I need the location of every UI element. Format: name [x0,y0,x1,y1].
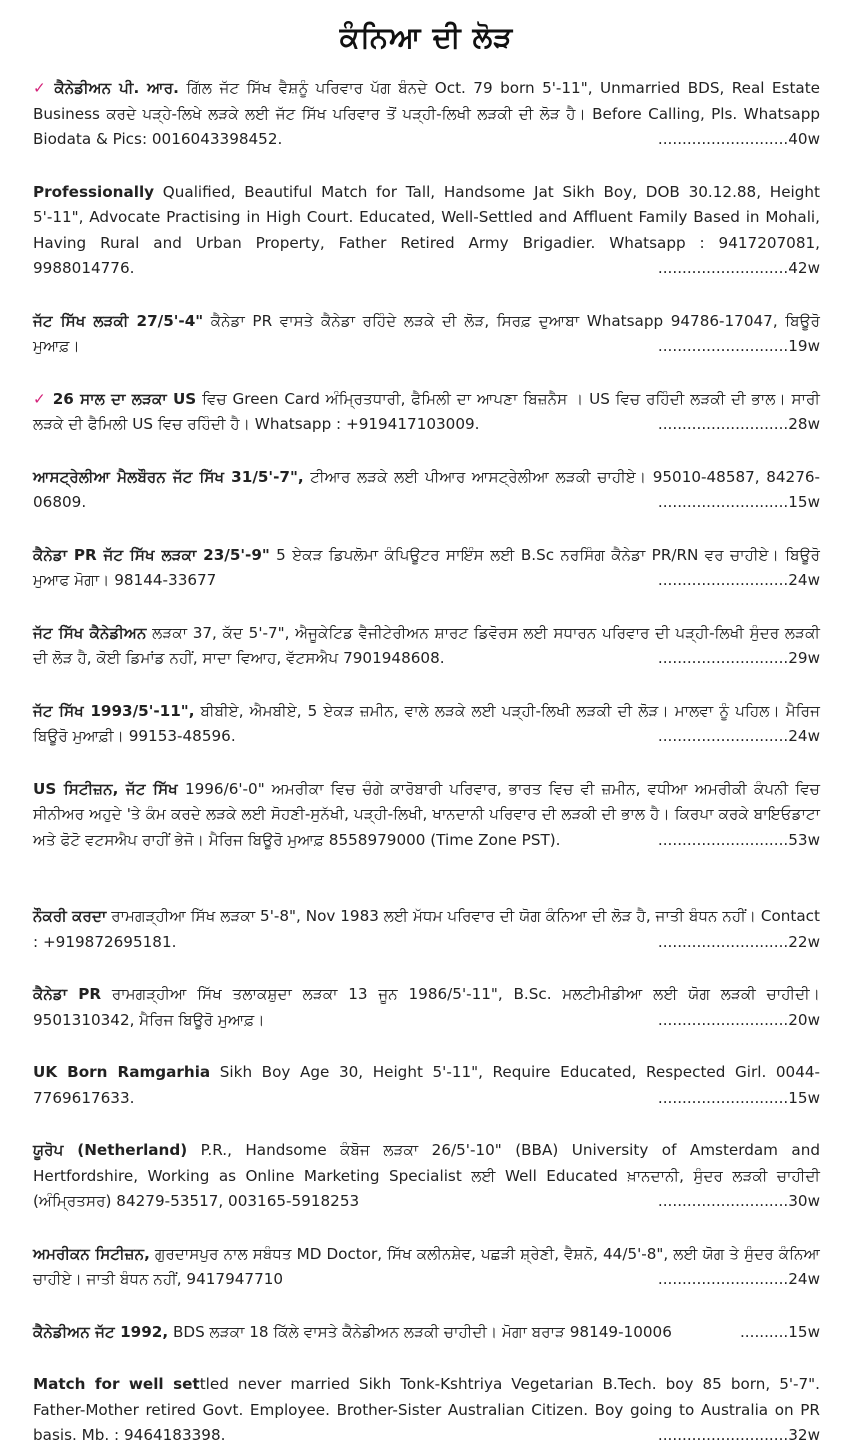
ad-entry [33,1320,820,1346]
ad-lead: 26 ਸਾਲ ਦਾ ਲੜਕਾ US [52,389,197,408]
ad-text: Qualified, Beautiful Match for Tall, Handsome Jat Sikh Boy, DOB 30.12.88, Height 5'-11", Advocate Practising in High Court. Educated, Well-Settled and Affluent Family Based in Mohali, Having Rural and Urban Property, Father Retired Army Brigadier. Whatsapp : 9417207081, 9988014776. [33,182,820,277]
checkmark-icon: ✓ [33,389,47,408]
ad-entry [33,180,820,282]
ad-entry [33,904,820,955]
ad-text: ਗੁਰਦਾਸਪੁਰ ਨਾਲ ਸਬੰਧਤ MD Doctor, ਸਿੱਖ ਕਲੀਨਸ਼ੇਵ, ਪਛੜੀ ਸ਼੍ਰੇਣੀ, ਵੈਸ਼ਨੋ, 44/5'-8", ਲਈ ਯੋਗ ਤੇ ਸੁੰਦਰ ਕੰਨਿਆ ਚਾਹੀਏ। ਜਾਤੀ ਬੰਧਨ ਨਹੀਂ, 9417947710 [33,1244,821,1288]
ad-word-count: ...........................19w [657,337,820,355]
ad-word-count: ...........................53w [657,830,820,849]
ad-separator [33,853,820,904]
ad-entry [33,777,820,854]
ad-word-count: ...........................42w [657,259,820,277]
ad-text: ਬੀਬੀਏ, ਐਮਬੀਏ, 5 ਏਕੜ ਜ਼ਮੀਨ, ਵਾਲੇ ਲੜਕੇ ਲਈ ਪੜ੍ਹੀ-ਲਿਖੀ ਲੜਕੀ ਦੀ ਲੋੜ। ਮਾਲਵਾ ਨੂੰ ਪਹਿਲ। ਮੈਰਿਜ ਬਿਊਰੋ ਮੁਆਫ਼ੀ। 99153-48596. [33,701,820,745]
ad-word-count: ...........................29w [657,649,820,667]
ad-separator [33,1293,820,1320]
ad-entry [33,543,820,594]
ad-entry [33,621,820,672]
ad-separator [33,1111,820,1138]
ad-entry [33,1372,820,1449]
ad-word-count: ...........................40w [657,130,820,148]
ad-word-count: ...........................30w [657,1192,820,1210]
ad-text: ਗਿੱਲ ਜੱਟ ਸਿੱਖ ਵੈਸ਼ਨੂੰ ਪਰਿਵਾਰ ਪੱਗ ਬੰਨਦੇ Oct. 79 born 5'-11", Unmarried BDS, Real Estate Business ਕਰਦੇ ਪੜ੍ਹੇ-ਲਿਖੇ ਲੜਕੇ ਲਈ ਜੱਟ ਸਿੱਖ ਪਰਿਵਾਰ ਤੋਂ ਪੜ੍ਹੀ-ਲਿਖੀ ਲੜਕੀ ਦੀ ਲੋੜ ਹੈ। Before Calling, Pls. Whatsapp Biodata & Pics: 0016043398452. [33,79,820,148]
ad-entry [33,76,820,153]
ad-text: Sikh Boy Age 30, Height 5'-11", Require Educated, Respected Girl. 0044-7769617633. [33,1063,820,1107]
page-title: ਕੰਨਿਆ ਦੀ ਲੋੜ [339,20,514,54]
ad-separator [33,750,820,777]
ad-separator [33,360,820,387]
ad-lead: ਕੈਨੇਡਾ PR [33,985,102,1003]
ad-entry [33,1138,820,1215]
ad-lead: ਕੈਨੇਡੀਅਨ ਜੱਟ 1992, [33,1322,169,1341]
ad-entry [33,1242,820,1293]
ad-separator [33,153,820,180]
ad-text: P.R., Handsome ਕੰਬੋਜ ਲੜਕਾ 26/5'-10" (BBA) University of Amsterdam and Hertfordshire, Working as Online Marketing Specialist ਲਈ Well Educated ਖ਼ਾਨਦਾਨੀ, ਸੁੰਦਰ ਲੜਕੀ ਚਾਹੀਦੀ (ਅੰਮ੍ਰਿਤਸਰ) 84279-53517, 003165-5918253 [33,1141,821,1210]
ad-lead: ਆਸਟ੍ਰੇਲੀਆ ਮੈਲਬੌਰਨ ਜੱਟ ਸਿੱਖ 31/5'-7", [33,467,304,486]
ad-separator [33,438,820,465]
ad-word-count: ...........................20w [657,1010,820,1029]
ad-lead: ਜੱਟ ਸਿੱਖ ਕੈਨੇਡੀਅਨ [33,623,147,642]
ad-text: ਕੈਨੇਡਾ PR ਵਾਸਤੇ ਕੈਨੇਡਾ ਰਹਿੰਦੇ ਲੜਕੇ ਦੀ ਲੋੜ, ਸਿਰਫ਼ ਦੁਆਬਾ Whatsapp 94786-17047, ਬਿਊਰੋ ਮੁਆਫ਼। [33,311,820,355]
ad-word-count: ...........................24w [657,727,820,745]
ad-text: ਵਿਚ Green Card ਅੰਮ੍ਰਿਤਧਾਰੀ, ਫੈਮਿਲੀ ਦਾ ਆਪਣਾ ਬਿਜ਼ਨੈਸ । US ਵਿਚ ਰਹਿੰਦੀ ਲੜਕੀ ਦੀ ਭਾਲ। ਸਾਰੀ ਲੜਕੇ ਦੀ ਫੈਮਿਲੀ US ਵਿਚ ਰਹਿੰਦੀ ਹੈ। Whatsapp : +919417103009. [33,389,820,433]
ad-separator [33,594,820,621]
ad-separator [33,1033,820,1060]
ad-separator [33,282,820,309]
ad-text: ਰਾਮਗੜ੍ਹੀਆ ਸਿੱਖ ਤਲਾਕਸ਼ੁਦਾ ਲੜਕਾ 13 ਜੂਨ 1986/5'-11", B.Sc. ਮਲਟੀਮੀਡੀਆ ਲਈ ਯੋਗ ਲੜਕੀ ਚਾਹੀਦੀ। 9501310342, ਮੈਰਿਜ ਬਿਊਰੋ ਮੁਆਫ਼। [33,985,820,1029]
ad-entry [33,465,820,516]
ad-word-count: ...........................32w [657,1426,820,1444]
ad-lead: ਜੱਟ ਸਿੱਖ ਲੜਕੀ 27/5'-4" [33,311,204,330]
ad-entry [33,387,820,438]
ad-word-count: ...........................24w [657,1270,820,1288]
ad-text: 5 ਏਕੜ ਡਿਪਲੋਮਾ ਕੰਪਿਊਟਰ ਸਾਇੰਸ ਲਈ B.Sc ਨਰਸਿੰਗ ਕੈਨੇਡਾ PR/RN ਵਰ ਚਾਹੀਏ। ਬਿਊਰੋ ਮੁਆਫ ਮੋਗਾ। 98144-33677 [33,545,820,589]
ad-separator [33,516,820,543]
ad-lead: US ਸਿਟੀਜ਼ਨ, ਜੱਟ ਸਿੱਖ [33,779,178,798]
ad-separator [33,1345,820,1372]
ad-lead: Professionally [33,182,155,201]
ad-lead: ਯੂਰੋਪ (Netherland) [33,1141,188,1159]
ad-text: 1996/6'-0" ਅਮਰੀਕਾ ਵਿਚ ਚੰਗੇ ਕਾਰੋਬਾਰੀ ਪਰਿਵਾਰ, ਭਾਰਤ ਵਿਚ ਵੀ ਜ਼ਮੀਨ, ਵਧੀਆ ਅਮਰੀਕੀ ਕੰਪਨੀ ਵਿਚ ਸੀਨੀਅਰ ਅਹੁਦੇ 'ਤੇ ਕੰਮ ਕਰਦੇ ਲੜਕੇ ਲਈ ਸੋਹਣੀ-ਸੁਨੱਖੀ, ਪੜ੍ਹੀ-ਲਿਖੀ, ਖਾਨਦਾਨੀ ਪਰਿਵਾਰ ਦੀ ਲੜਕੀ ਦੀ ਭਾਲ ਹੈ। ਕਿਰਪਾ ਕਰਕੇ ਬਾਇਓਡਾਟਾ ਅਤੇ ਫੋਟੋ ਵਟਸਐਪ ਰਾਹੀਂ ਭੇਜੋ। ਮੈਰਿਜ ਬਿਊਰੋ ਮੁਆਫ਼ 8558979000 (Time Zone PST). [33,779,820,849]
ad-word-count: ...........................15w [657,1088,820,1107]
ad-word-count: ...........................22w [657,932,820,951]
ad-text: ਟੀਆਰ ਲੜਕੇ ਲਈ ਪੀਆਰ ਆਸਟ੍ਰੇਲੀਆ ਲੜਕੀ ਚਾਹੀਏ। 95010-48587, 84276-06809. [33,467,820,511]
ad-word-count: ...........................24w [657,571,820,589]
ad-lead: ਨੌਕਰੀ ਕਰਦਾ [33,907,107,925]
ad-lead: ਕੈਨੇਡੀਅਨ ਪੀ. ਆਰ. [54,79,179,97]
ad-lead: Match for well set [33,1375,200,1393]
ad-lead: UK Born Ramgarhia [33,1063,211,1081]
ad-lead: ਅਮਰੀਕਨ ਸਿਟੀਜ਼ਨ, [33,1244,150,1263]
ad-lead: ਜੱਟ ਸਿੱਖ 1993/5'-11", [33,701,195,720]
ad-text: BDS ਲੜਕਾ 18 ਕਿੱਲੇ ਵਾਸਤੇ ਕੈਨੇਡੀਅਨ ਲੜਕੀ ਚਾਹੀਦੀ। ਮੋਗਾ ਬਰਾੜ 98149-10006 [168,1322,672,1341]
ad-separator [33,1215,820,1242]
ad-entry [33,982,820,1033]
ad-entry [33,699,820,750]
ad-word-count: ..........15w [739,1322,820,1341]
checkmark-icon: ✓ [33,79,49,97]
ad-entry [33,309,820,360]
ad-text: ਲੜਕਾ 37, ਕੱਦ 5'-7", ਐਜੂਕੇਟਿਡ ਵੈਜੀਟੇਰੀਅਨ ਸ਼ਾਰਟ ਡਿਵੋਰਸ ਲਈ ਸਧਾਰਨ ਪਰਿਵਾਰ ਦੀ ਪੜ੍ਹੀ-ਲਿਖੀ ਸੁੰਦਰ ਲੜਕੀ ਦੀ ਲੋੜ ਹੈ, ਕੋਈ ਡਿਮਾਂਡ ਨਹੀਂ, ਸਾਦਾ ਵਿਆਹ, ਵੱਟਸਐਪ 7901948608. [33,623,820,667]
ad-lead: ਕੈਨੇਡਾ PR ਜੱਟ ਸਿੱਖ ਲੜਕਾ 23/5'-9" [33,545,270,564]
ad-text: ਰਾਮਗੜ੍ਹੀਆ ਸਿੱਖ ਲੜਕਾ 5'-8", Nov 1983 ਲਈ ਮੱਧਮ ਪਰਿਵਾਰ ਦੀ ਯੋਗ ਕੰਨਿਆ ਦੀ ਲੋੜ ਹੈ, ਜਾਤੀ ਬੰਧਨ ਨਹੀਂ। Contact : +919872695181. [33,907,820,951]
ad-separator [33,672,820,699]
ad-word-count: ...........................28w [657,415,820,433]
ad-separator [33,955,820,982]
ad-entry [33,1060,820,1111]
ad-text: tled never married Sikh Tonk-Kshtriya Vegetarian B.Tech. boy 85 born, 5'-7". Father-Mother retired Govt. Employee. Brother-Sister Australian Citizen. Boy going to Australia on PR basis. Mb. : 9464183398. [33,1375,820,1444]
ad-word-count: ...........................15w [657,493,820,511]
ads-list [33,76,820,1449]
